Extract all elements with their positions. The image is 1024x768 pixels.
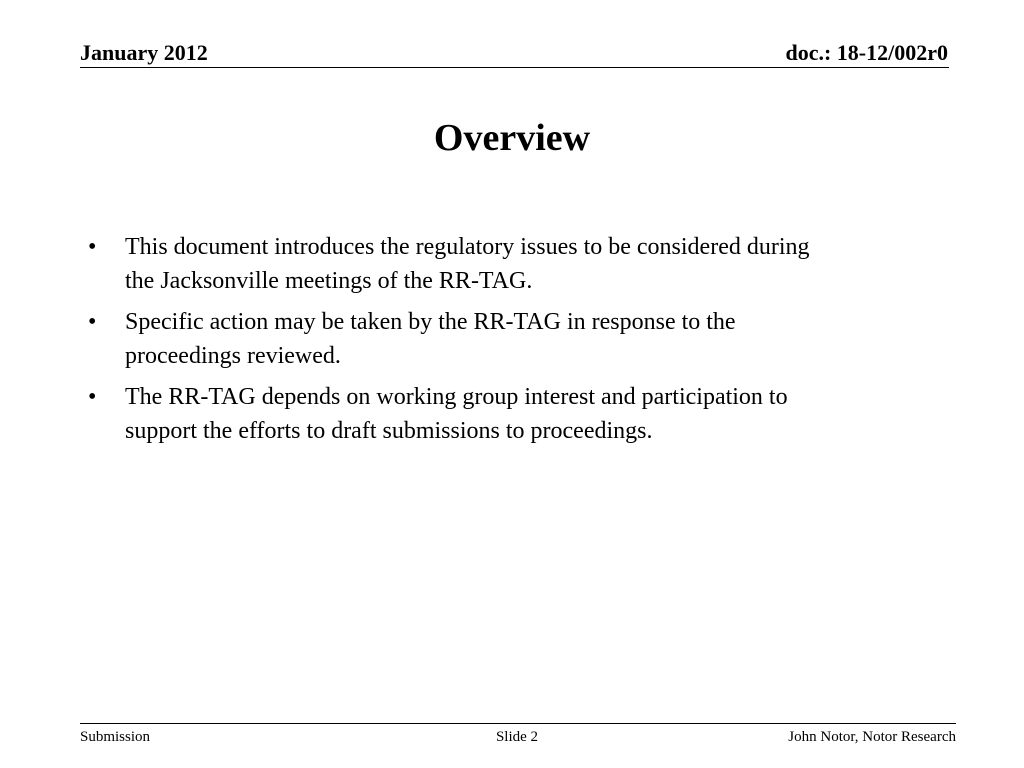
bullet-text-line: Specific action may be taken by the RR-TAG in response to the [125,309,736,335]
footer-slide-number: Slide 2 [495,729,539,745]
header-doc-id: doc.: 18-12/002r0 [785,40,948,65]
bullet-marker: • [88,234,97,260]
bullet-list [88,230,958,455]
footer-divider [80,723,956,724]
bullet-text-line: support the efforts to draft submissions to proceedings. [125,418,653,444]
bullet-marker: • [88,309,97,335]
bullet-text-line: This document introduces the regulatory issues to be considered during [125,234,810,260]
bullet-item [88,305,958,373]
bullet-marker: • [88,384,97,410]
header-date: January 2012 [80,40,208,65]
footer-author: John Notor, Notor Research [788,729,956,745]
bullet-text-line: proceedings reviewed. [125,343,341,369]
footer-submission: Submission [80,729,151,745]
bullet-text-line: The RR-TAG depends on working group interest and participation to [125,384,788,410]
bullet-item [88,230,958,298]
bullet-item [88,380,958,448]
bullet-text-line: the Jacksonville meetings of the RR-TAG. [125,268,533,294]
header-divider [80,67,949,68]
slide-title: Overview [433,117,591,159]
